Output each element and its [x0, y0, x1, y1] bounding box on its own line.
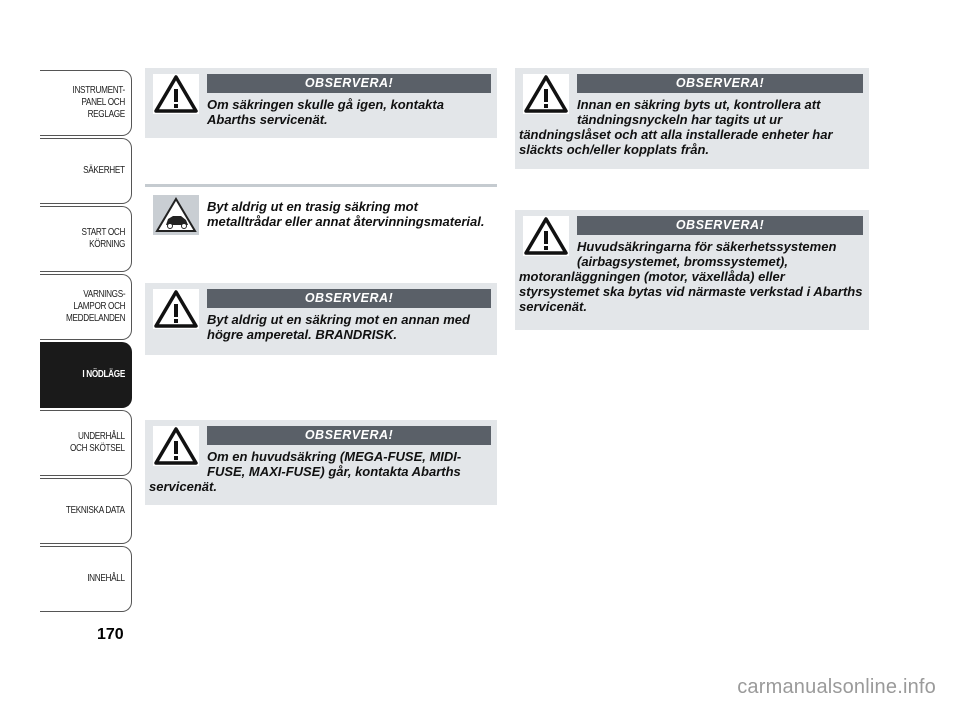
tab-label: INNEHÅLL — [87, 573, 125, 584]
warning-box — [145, 68, 497, 138]
warning-text: Om en huvudsäkring (MEGA-FUSE, MIDI-FUSE, MAXI-FUSE) går, kontakta Abarths servicenät. — [149, 449, 462, 494]
warning-banner: OBSERVERA! — [207, 289, 491, 308]
warning-banner: OBSERVERA! — [207, 74, 491, 93]
environment-note — [145, 184, 497, 254]
watermark: carmanualsonline.info — [737, 676, 936, 698]
warning-triangle-icon — [153, 289, 199, 329]
tab-innehall[interactable] — [40, 546, 132, 612]
warning-box — [145, 283, 497, 355]
tab-varningslampor[interactable] — [40, 274, 132, 340]
environment-car-icon — [153, 195, 199, 235]
tab-label: INSTRUMENT- PANEL OCH REGLAGE — [72, 85, 125, 120]
tab-label: TEKNISKA DATA — [66, 505, 125, 516]
warning-text: Om säkringen skulle gå igen, kontakta Abarths servicenät. — [207, 97, 444, 127]
environment-text: Byt aldrig ut en trasig säkring mot metalltrådar eller annat återvinningsmaterial. — [207, 199, 485, 229]
warning-banner: OBSERVERA! — [577, 216, 863, 235]
warning-banner: OBSERVERA! — [577, 74, 863, 93]
tab-label: UNDERHÅLL OCH SKÖTSEL — [70, 431, 125, 454]
tab-tekniska-data[interactable] — [40, 478, 132, 544]
warning-triangle-icon — [523, 216, 569, 256]
warning-box — [515, 68, 869, 169]
warning-triangle-icon — [523, 74, 569, 114]
tab-sakerhet[interactable] — [40, 138, 132, 204]
tab-underhall[interactable] — [40, 410, 132, 476]
warning-triangle-icon — [153, 426, 199, 466]
tab-label: VARNINGS- LAMPOR OCH MEDDELANDEN — [65, 289, 125, 324]
tab-instrumentpanel[interactable] — [40, 70, 132, 136]
warning-banner: OBSERVERA! — [207, 426, 491, 445]
warning-box — [515, 210, 869, 330]
warning-text: Byt aldrig ut en säkring mot en annan med högre amperetal. BRANDRISK. — [207, 312, 470, 342]
warning-triangle-icon — [153, 74, 199, 114]
warning-text: Innan en säkring byts ut, kontrollera att tändningsnyckeln har tagits ut ur tändningslåset och att alla installerade enheter har släckts och/eller kopplats från. — [519, 97, 833, 157]
tab-label: SÄKERHET — [83, 165, 125, 176]
tab-label: I NÖDLÄGE — [82, 369, 125, 380]
warning-text: Huvudsäkringarna för säkerhetssystemen (airbagsystemet, bromssystemet), motoranläggningen (motor, växellåda) eller styrsystemet ska bytas vid närmaste verkstad i Abarths servicenät. — [519, 239, 863, 314]
page-number: 170 — [97, 626, 124, 643]
tab-label: START OCH KÖRNING — [81, 227, 125, 250]
warning-box — [145, 420, 497, 505]
tab-start-och-korning[interactable] — [40, 206, 132, 272]
tab-i-nodlage[interactable] — [40, 342, 132, 408]
